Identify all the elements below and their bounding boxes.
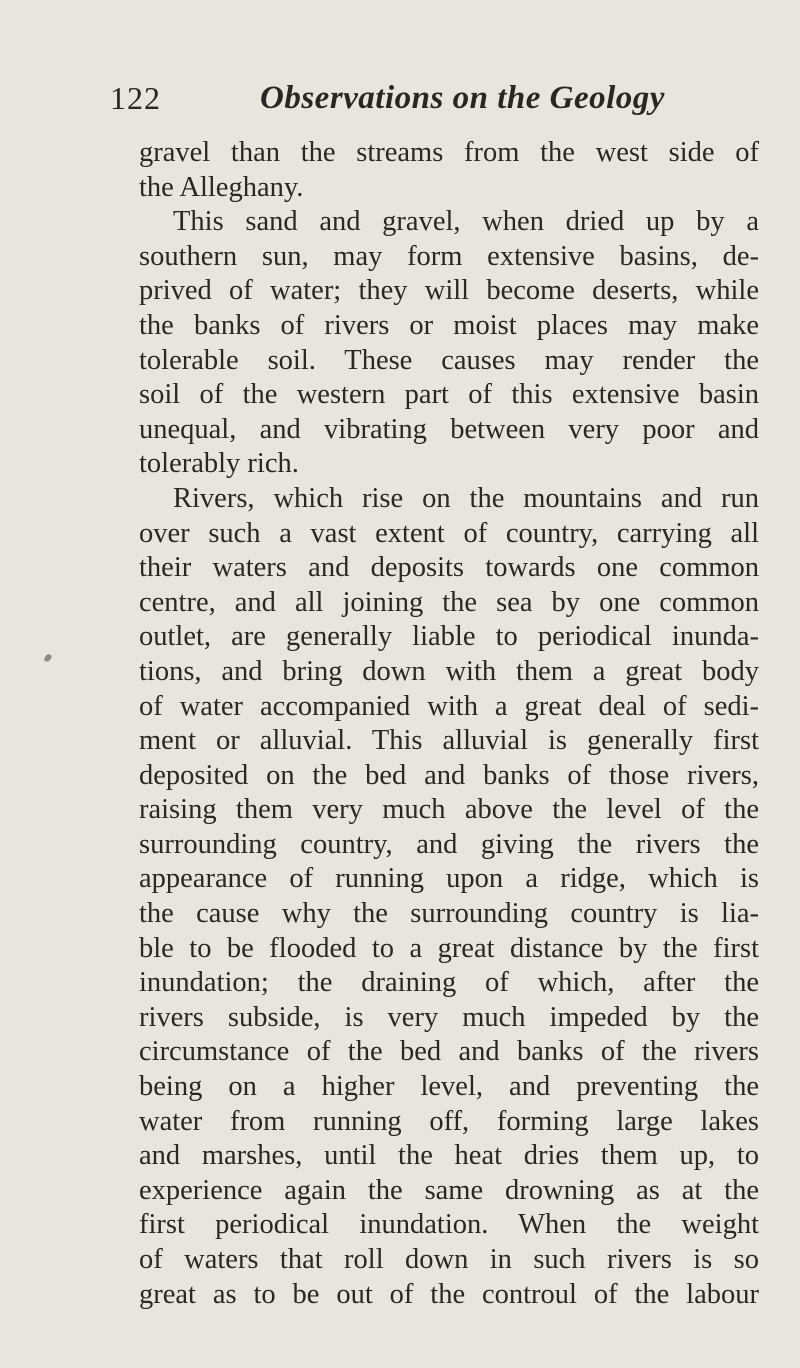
- text-line: raising them very much above the level of the: [139, 794, 759, 826]
- text-line: experience again the same drowning as at the: [139, 1174, 759, 1206]
- text-line: great as to be out of the controul of the labour: [139, 1278, 759, 1310]
- text-line: unequal, and vibrating between very poor and: [139, 413, 759, 445]
- text-line: inundation; the draining of which, after the: [139, 967, 759, 999]
- text-line: the cause why the surrounding country is lia-: [139, 898, 759, 930]
- text-line: and marshes, until the heat dries them up, to: [139, 1140, 759, 1172]
- text-line: gravel than the streams from the west side of: [139, 137, 759, 168]
- text-line: surrounding country, and giving the rivers the: [139, 828, 759, 860]
- text-line: circumstance of the bed and banks of the rivers: [139, 1036, 759, 1068]
- text-line: centre, and all joining the sea by one common: [139, 586, 759, 618]
- paper-speck: [43, 653, 52, 663]
- page-number: 122: [110, 80, 161, 116]
- text-line: appearance of running upon a ridge, which is: [139, 863, 759, 895]
- text-line: of water accompanied with a great deal of sedi-: [139, 690, 759, 722]
- text-line: soil of the western part of this extensive basin: [139, 379, 759, 411]
- text-line: This sand and gravel, when dried up by a: [173, 206, 759, 238]
- text-line: water from running off, forming large lakes: [139, 1105, 759, 1137]
- running-title: Observations on the Geology: [260, 80, 665, 116]
- text-line: prived of water; they will become deserts, while: [139, 275, 759, 307]
- text-line: outlet, are generally liable to periodical inunda-: [139, 621, 759, 653]
- text-line: tions, and bring down with them a great body: [139, 655, 759, 687]
- text-line: of waters that roll down in such rivers is so: [139, 1244, 759, 1275]
- text-line: rivers subside, is very much impeded by the: [139, 1001, 759, 1033]
- text-line: being on a higher level, and preventing the: [139, 1071, 759, 1103]
- text-line: tolerable soil. These causes may render the: [139, 344, 759, 376]
- text-line: their waters and deposits towards one common: [139, 552, 759, 584]
- text-line: the Alleghany.: [139, 171, 304, 203]
- text-line: ment or alluvial. This alluvial is generally first: [139, 725, 759, 757]
- body-text: [139, 136, 759, 1312]
- text-line: southern sun, may form extensive basins, de-: [139, 240, 759, 272]
- text-line: ble to be flooded to a great distance by the first: [139, 932, 759, 964]
- text-line: the banks of rivers or moist places may make: [139, 309, 759, 341]
- text-line: Rivers, which rise on the mountains and run: [173, 482, 759, 514]
- text-line: tolerably rich.: [139, 448, 299, 480]
- page-header: [0, 80, 800, 130]
- text-line: over such a vast extent of country, carrying all: [139, 517, 759, 549]
- text-line: deposited on the bed and banks of those rivers,: [139, 759, 759, 791]
- text-line: first periodical inundation. When the weight: [139, 1209, 759, 1241]
